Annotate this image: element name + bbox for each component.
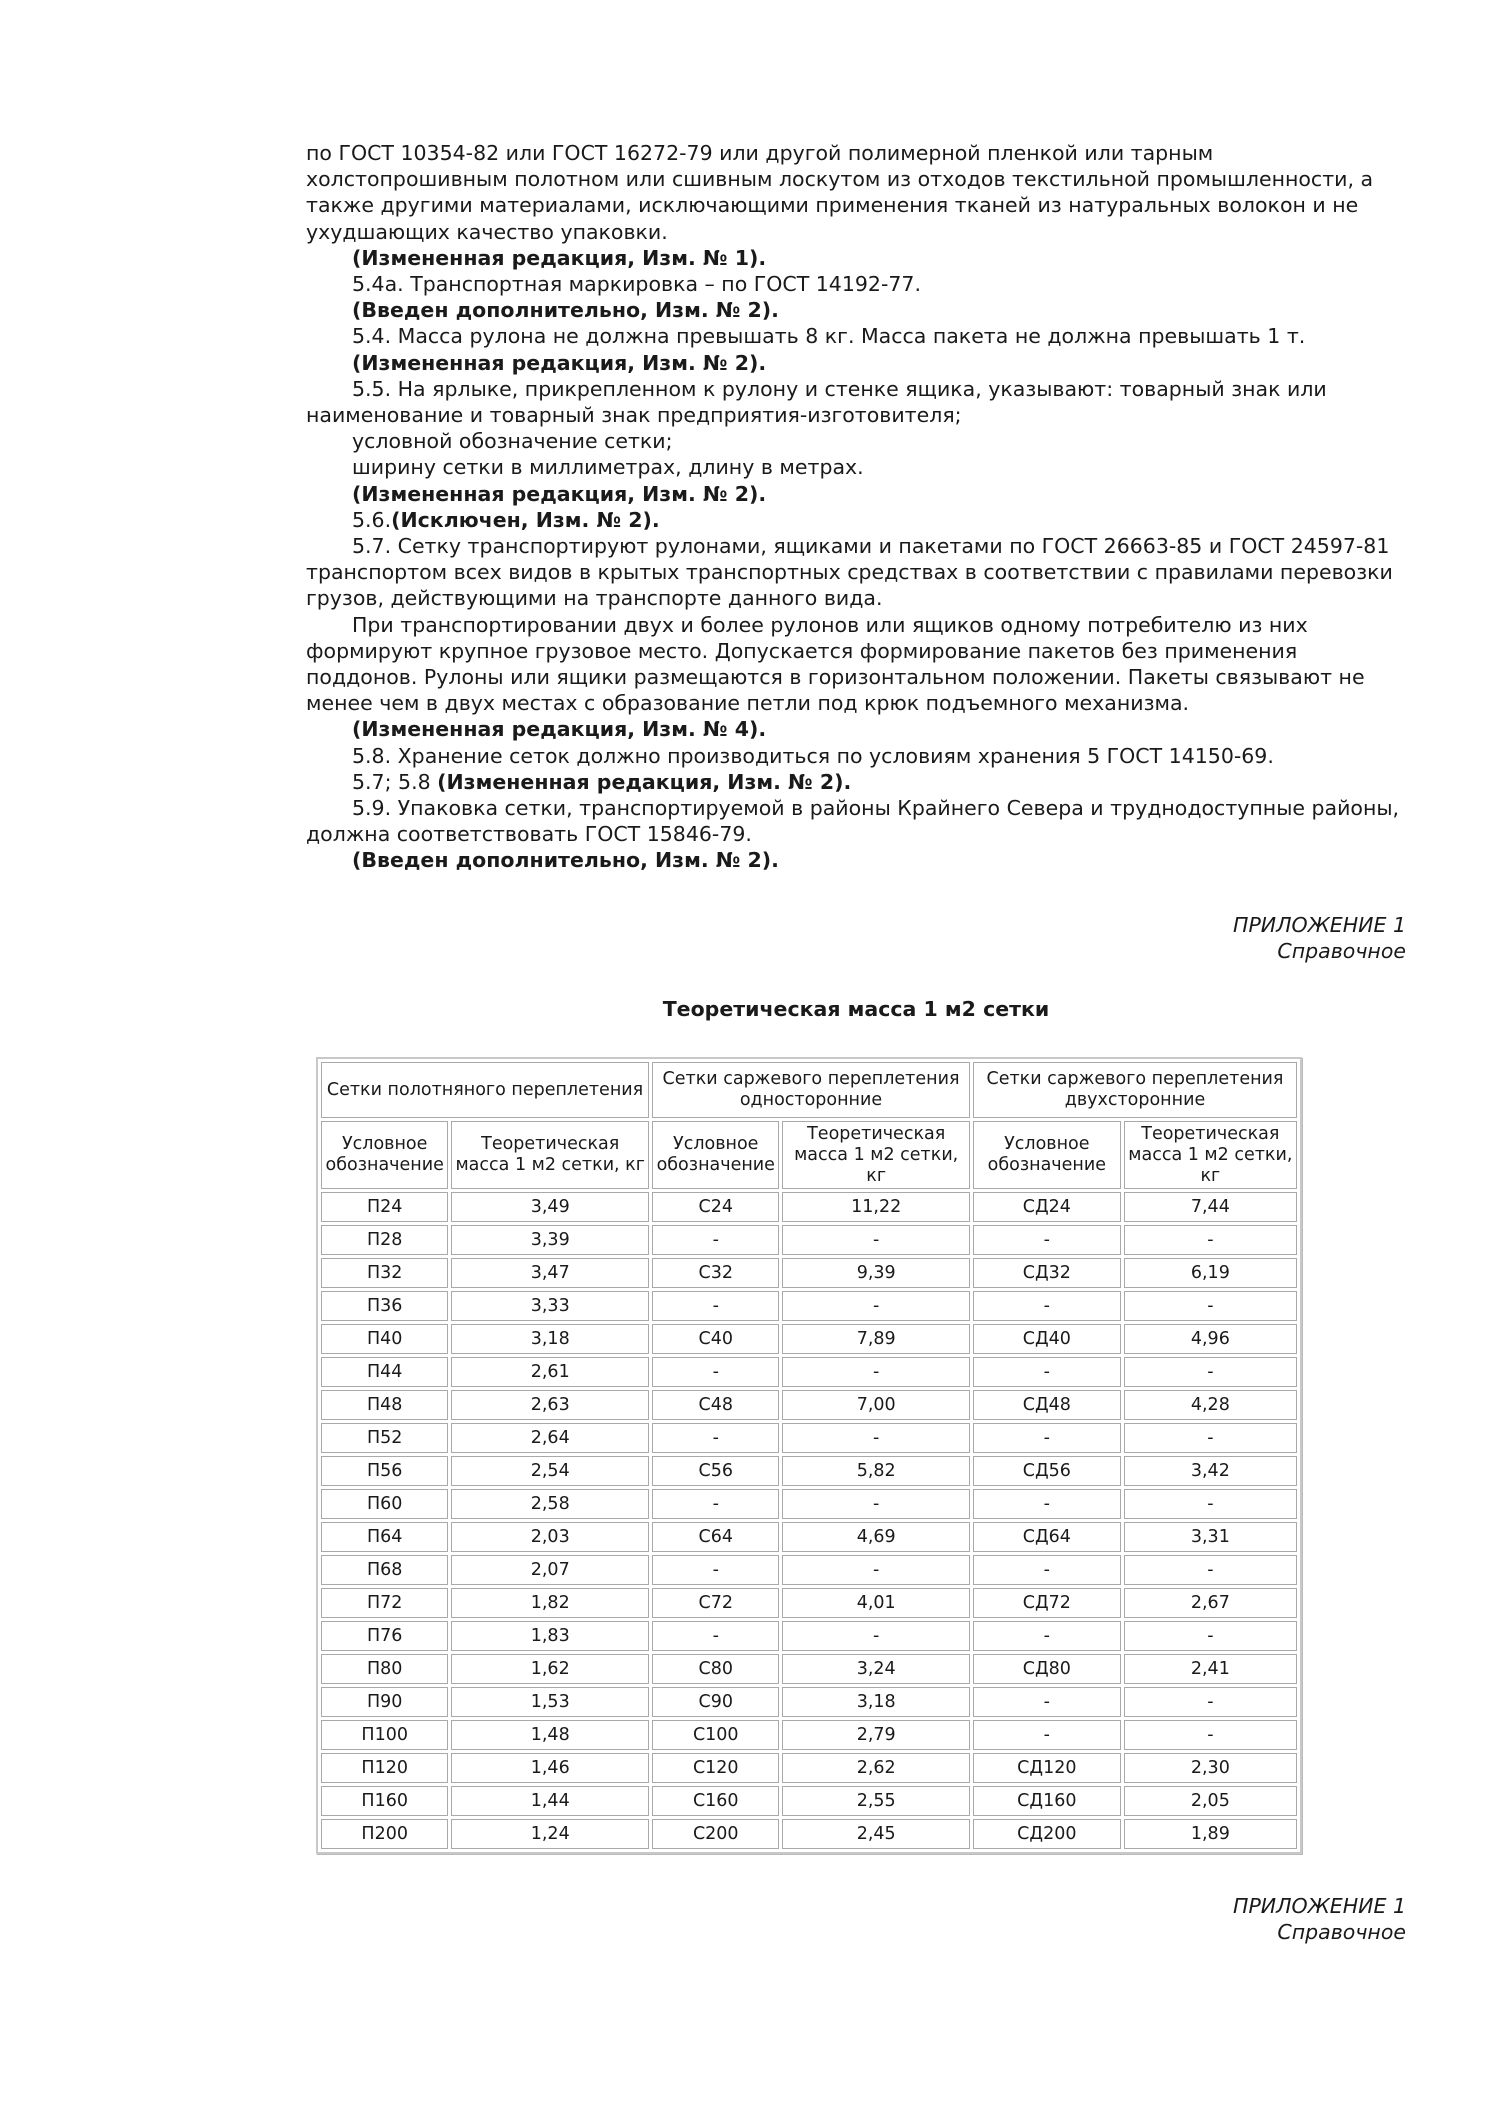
table-cell: - xyxy=(1124,1621,1297,1651)
document-body xyxy=(306,140,1406,874)
table-cell: - xyxy=(973,1357,1121,1387)
table-cell: 3,18 xyxy=(782,1687,970,1717)
table-cell: 1,83 xyxy=(451,1621,649,1651)
column-header: Теоретическая масса 1 м2 сетки, кг xyxy=(1124,1121,1297,1189)
table-cell: 3,24 xyxy=(782,1654,970,1684)
table-cell: - xyxy=(652,1621,779,1651)
table-cell: П160 xyxy=(321,1786,448,1816)
appendix-title: ПРИЛОЖЕНИЕ 1 xyxy=(1233,1894,1406,1918)
table-cell: СД48 xyxy=(973,1390,1121,1420)
table-cell: - xyxy=(1124,1720,1297,1750)
paragraph xyxy=(306,795,1406,847)
table-row xyxy=(321,1258,1297,1288)
table-cell: - xyxy=(652,1291,779,1321)
table-row xyxy=(321,1819,1297,1849)
table-cell: 2,67 xyxy=(1124,1588,1297,1618)
table-cell: СД56 xyxy=(973,1456,1121,1486)
paragraph xyxy=(306,297,1406,323)
table-cell: П120 xyxy=(321,1753,448,1783)
group-header-twill-single: Сетки саржевого переплетения односторонние xyxy=(652,1062,970,1118)
paragraph xyxy=(306,376,1406,428)
table-cell: П68 xyxy=(321,1555,448,1585)
paragraph-text: При транспортировании двух и более рулонов или ящиков одному потребителю из них формируют крупное грузовое место. Допускается формирование пакетов без применения поддонов. Рулоны или ящики размещаются в горизонтальном положении. Пакеты связывают не менее чем в двух местах с образование петли под крюк подъемного механизма. xyxy=(306,612,1365,716)
table-cell: 4,28 xyxy=(1124,1390,1297,1420)
paragraph-text: 5.7; 5.8 xyxy=(352,769,438,794)
table-cell: П56 xyxy=(321,1456,448,1486)
table-cell: П64 xyxy=(321,1522,448,1552)
table-cell: СД120 xyxy=(973,1753,1121,1783)
table-cell: П72 xyxy=(321,1588,448,1618)
mass-table-frame xyxy=(316,1057,1302,1854)
paragraph xyxy=(306,847,1406,873)
table-cell: - xyxy=(1124,1357,1297,1387)
table-cell: СД200 xyxy=(973,1819,1121,1849)
table-cell: 3,49 xyxy=(451,1192,649,1222)
table-cell: С48 xyxy=(652,1390,779,1420)
table-cell: 4,96 xyxy=(1124,1324,1297,1354)
table-cell: 1,48 xyxy=(451,1720,649,1750)
table-cell: П100 xyxy=(321,1720,448,1750)
appendix-label-bottom xyxy=(1233,1893,1406,1945)
table-cell: 1,24 xyxy=(451,1819,649,1849)
column-header: Условное обозначение xyxy=(973,1121,1121,1189)
table-cell: - xyxy=(973,1291,1121,1321)
amendment-note: (Измененная редакция, Изм. № 2). xyxy=(352,481,767,506)
table-row xyxy=(321,1225,1297,1255)
table-cell: 3,39 xyxy=(451,1225,649,1255)
paragraph-text: 5.7. Сетку транспортируют рулонами, ящиками и пакетами по ГОСТ 26663-85 и ГОСТ 24597-81 транспортом всех видов в крытых транспортных средствах в соответствии с правилами перевозки грузов, действующими на транспорте данного вида. xyxy=(306,534,1393,611)
table-cell: П24 xyxy=(321,1192,448,1222)
table-cell: 7,89 xyxy=(782,1324,970,1354)
table-row xyxy=(321,1720,1297,1750)
table-cell: 2,63 xyxy=(451,1390,649,1420)
table-cell: 2,79 xyxy=(782,1720,970,1750)
table-cell: 2,45 xyxy=(782,1819,970,1849)
table-cell: 2,55 xyxy=(782,1786,970,1816)
mass-table xyxy=(318,1059,1300,1852)
table-cell: - xyxy=(973,1423,1121,1453)
table-cell: П200 xyxy=(321,1819,448,1849)
table-cell: - xyxy=(782,1225,970,1255)
table-cell: С90 xyxy=(652,1687,779,1717)
table-cell: - xyxy=(1124,1291,1297,1321)
table-cell: 1,44 xyxy=(451,1786,649,1816)
table-row xyxy=(321,1786,1297,1816)
table-row xyxy=(321,1522,1297,1552)
table-cell: П28 xyxy=(321,1225,448,1255)
appendix-label-top xyxy=(1233,912,1406,964)
table-cell: - xyxy=(652,1357,779,1387)
table-cell: - xyxy=(1124,1423,1297,1453)
amendment-note: (Введен дополнительно, Изм. № 2). xyxy=(352,298,779,323)
paragraph xyxy=(306,769,1406,795)
group-header-twill-double: Сетки саржевого переплетения двухсторонние xyxy=(973,1062,1297,1118)
table-cell: П32 xyxy=(321,1258,448,1288)
table-cell: П60 xyxy=(321,1489,448,1519)
table-cell: П90 xyxy=(321,1687,448,1717)
table-cell: 11,22 xyxy=(782,1192,970,1222)
paragraph xyxy=(306,350,1406,376)
group-header-plain: Сетки полотняного переплетения xyxy=(321,1062,649,1118)
table-row xyxy=(321,1390,1297,1420)
table-cell: П44 xyxy=(321,1357,448,1387)
paragraph-text: 5.5. На ярлыке, прикрепленном к рулону и стенке ящика, указывают: товарный знак или наименование и товарный знак предприятия-изготовителя; xyxy=(306,376,1327,428)
table-cell: П40 xyxy=(321,1324,448,1354)
table-cell: П80 xyxy=(321,1654,448,1684)
appendix-title: ПРИЛОЖЕНИЕ 1 xyxy=(1233,913,1406,937)
column-header: Условное обозначение xyxy=(652,1121,779,1189)
table-cell: 2,05 xyxy=(1124,1786,1297,1816)
appendix-subtitle: Справочное xyxy=(1277,939,1406,963)
table-row xyxy=(321,1456,1297,1486)
table-title: Теоретическая масса 1 м2 сетки xyxy=(662,997,1050,1021)
table-cell: П36 xyxy=(321,1291,448,1321)
amendment-note: (Измененная редакция, Изм. № 1). xyxy=(352,245,767,270)
paragraph-text: по ГОСТ 10354-82 или ГОСТ 16272-79 или другой полимерной пленкой или тарным холстопрошивным полотном или сшивным лоскутом из отходов текстильной промышленности, а также другими материалами, исключающими применения тканей из натуральных волокон и не ухудшающих качество упаковки. xyxy=(306,141,1374,244)
paragraph xyxy=(306,428,1406,454)
table-cell: С200 xyxy=(652,1819,779,1849)
table-cell: П48 xyxy=(321,1390,448,1420)
table-cell: - xyxy=(973,1621,1121,1651)
table-cell: - xyxy=(652,1423,779,1453)
table-row xyxy=(321,1489,1297,1519)
table-cell: - xyxy=(973,1489,1121,1519)
table-cell: - xyxy=(973,1225,1121,1255)
amendment-note: (Исключен, Изм. № 2). xyxy=(391,507,660,532)
table-cell: П76 xyxy=(321,1621,448,1651)
table-cell: 2,64 xyxy=(451,1423,649,1453)
table-cell: 4,69 xyxy=(782,1522,970,1552)
table-cell: СД40 xyxy=(973,1324,1121,1354)
amendment-note: (Измененная редакция, Изм. № 2). xyxy=(352,350,767,375)
table-cell: С72 xyxy=(652,1588,779,1618)
paragraph xyxy=(306,743,1406,769)
table-cell: С160 xyxy=(652,1786,779,1816)
column-header: Теоретическая масса 1 м2 сетки, кг xyxy=(451,1121,649,1189)
table-cell: - xyxy=(973,1687,1121,1717)
table-cell: 2,41 xyxy=(1124,1654,1297,1684)
amendment-note: (Введен дополнительно, Изм. № 2). xyxy=(352,848,779,873)
table-cell: С80 xyxy=(652,1654,779,1684)
table-cell: С64 xyxy=(652,1522,779,1552)
table-cell: 2,30 xyxy=(1124,1753,1297,1783)
table-cell: 6,19 xyxy=(1124,1258,1297,1288)
table-cell: - xyxy=(782,1555,970,1585)
table-cell: 9,39 xyxy=(782,1258,970,1288)
appendix-subtitle: Справочное xyxy=(1277,1920,1406,1944)
table-row xyxy=(321,1324,1297,1354)
table-cell: - xyxy=(1124,1555,1297,1585)
table-cell: С56 xyxy=(652,1456,779,1486)
table-cell: - xyxy=(782,1357,970,1387)
table-row xyxy=(321,1687,1297,1717)
paragraph-text: 5.4а. Транспортная маркировка – по ГОСТ 14192-77. xyxy=(352,272,921,297)
table-cell: С40 xyxy=(652,1324,779,1354)
table-cell: 3,18 xyxy=(451,1324,649,1354)
table-cell: - xyxy=(782,1621,970,1651)
table-cell: 5,82 xyxy=(782,1456,970,1486)
table-row xyxy=(321,1291,1297,1321)
table-row xyxy=(321,1357,1297,1387)
table-cell: СД72 xyxy=(973,1588,1121,1618)
table-cell: 4,01 xyxy=(782,1588,970,1618)
paragraph xyxy=(306,245,1406,271)
table-row xyxy=(321,1654,1297,1684)
table-cell: 2,54 xyxy=(451,1456,649,1486)
table-cell: С120 xyxy=(652,1753,779,1783)
table-cell: 3,42 xyxy=(1124,1456,1297,1486)
paragraph xyxy=(306,454,1406,480)
table-cell: С32 xyxy=(652,1258,779,1288)
amendment-note: (Измененная редакция, Изм. № 4). xyxy=(352,717,767,742)
table-cell: - xyxy=(973,1555,1121,1585)
paragraph-text: условной обозначение сетки; xyxy=(352,429,673,454)
column-header: Условное обозначение xyxy=(321,1121,448,1189)
table-cell: 1,62 xyxy=(451,1654,649,1684)
amendment-note: (Измененная редакция, Изм. № 2). xyxy=(437,769,852,794)
table-cell: С100 xyxy=(652,1720,779,1750)
paragraph-text: ширину сетки в миллиметрах, длину в метрах. xyxy=(352,455,864,480)
table-cell: - xyxy=(652,1489,779,1519)
table-row xyxy=(321,1753,1297,1783)
paragraph xyxy=(306,507,1406,533)
table-cell: СД80 xyxy=(973,1654,1121,1684)
column-header: Теоретическая масса 1 м2 сетки, кг xyxy=(782,1121,970,1189)
paragraph xyxy=(306,612,1406,717)
table-cell: 3,33 xyxy=(451,1291,649,1321)
paragraph xyxy=(306,271,1406,297)
table-cell: С24 xyxy=(652,1192,779,1222)
table-cell: - xyxy=(652,1225,779,1255)
table-cell: 2,03 xyxy=(451,1522,649,1552)
paragraph-text: 5.9. Упаковка сетки, транспортируемой в районы Крайнего Севера и труднодоступные районы, должна соответствовать ГОСТ 15846-79. xyxy=(306,796,1400,847)
table-cell: П52 xyxy=(321,1423,448,1453)
table-cell: - xyxy=(652,1555,779,1585)
paragraph-text: 5.6. xyxy=(352,507,392,532)
table-cell: 3,47 xyxy=(451,1258,649,1288)
table-cell: - xyxy=(973,1720,1121,1750)
paragraph xyxy=(306,481,1406,507)
table-row xyxy=(321,1588,1297,1618)
table-cell: 2,61 xyxy=(451,1357,649,1387)
table-cell: - xyxy=(1124,1687,1297,1717)
table-cell: 1,82 xyxy=(451,1588,649,1618)
paragraph xyxy=(306,716,1406,742)
paragraph-text: 5.8. Хранение сеток должно производиться по условиям хранения 5 ГОСТ 14150-69. xyxy=(352,743,1274,768)
table-cell: СД64 xyxy=(973,1522,1121,1552)
table-row xyxy=(321,1621,1297,1651)
table-cell: - xyxy=(1124,1489,1297,1519)
table-cell: СД24 xyxy=(973,1192,1121,1222)
paragraph-text: 5.4. Масса рулона не должна превышать 8 кг. Масса пакета не должна превышать 1 т. xyxy=(352,324,1306,349)
table-cell: - xyxy=(782,1423,970,1453)
table-cell: СД160 xyxy=(973,1786,1121,1816)
table-column-header-row xyxy=(321,1121,1297,1189)
table-cell: 7,44 xyxy=(1124,1192,1297,1222)
paragraph xyxy=(306,533,1406,612)
table-row xyxy=(321,1423,1297,1453)
paragraph xyxy=(306,323,1406,349)
table-cell: - xyxy=(1124,1225,1297,1255)
table-cell: - xyxy=(782,1489,970,1519)
table-cell: 7,00 xyxy=(782,1390,970,1420)
table-group-header-row xyxy=(321,1062,1297,1118)
table-cell: 1,89 xyxy=(1124,1819,1297,1849)
table-cell: 1,46 xyxy=(451,1753,649,1783)
table-row xyxy=(321,1555,1297,1585)
table-cell: 1,53 xyxy=(451,1687,649,1717)
table-cell: 3,31 xyxy=(1124,1522,1297,1552)
table-cell: СД32 xyxy=(973,1258,1121,1288)
table-cell: 2,58 xyxy=(451,1489,649,1519)
table-cell: - xyxy=(782,1291,970,1321)
table-cell: 2,07 xyxy=(451,1555,649,1585)
paragraph xyxy=(306,140,1406,245)
table-row xyxy=(321,1192,1297,1222)
table-cell: 2,62 xyxy=(782,1753,970,1783)
